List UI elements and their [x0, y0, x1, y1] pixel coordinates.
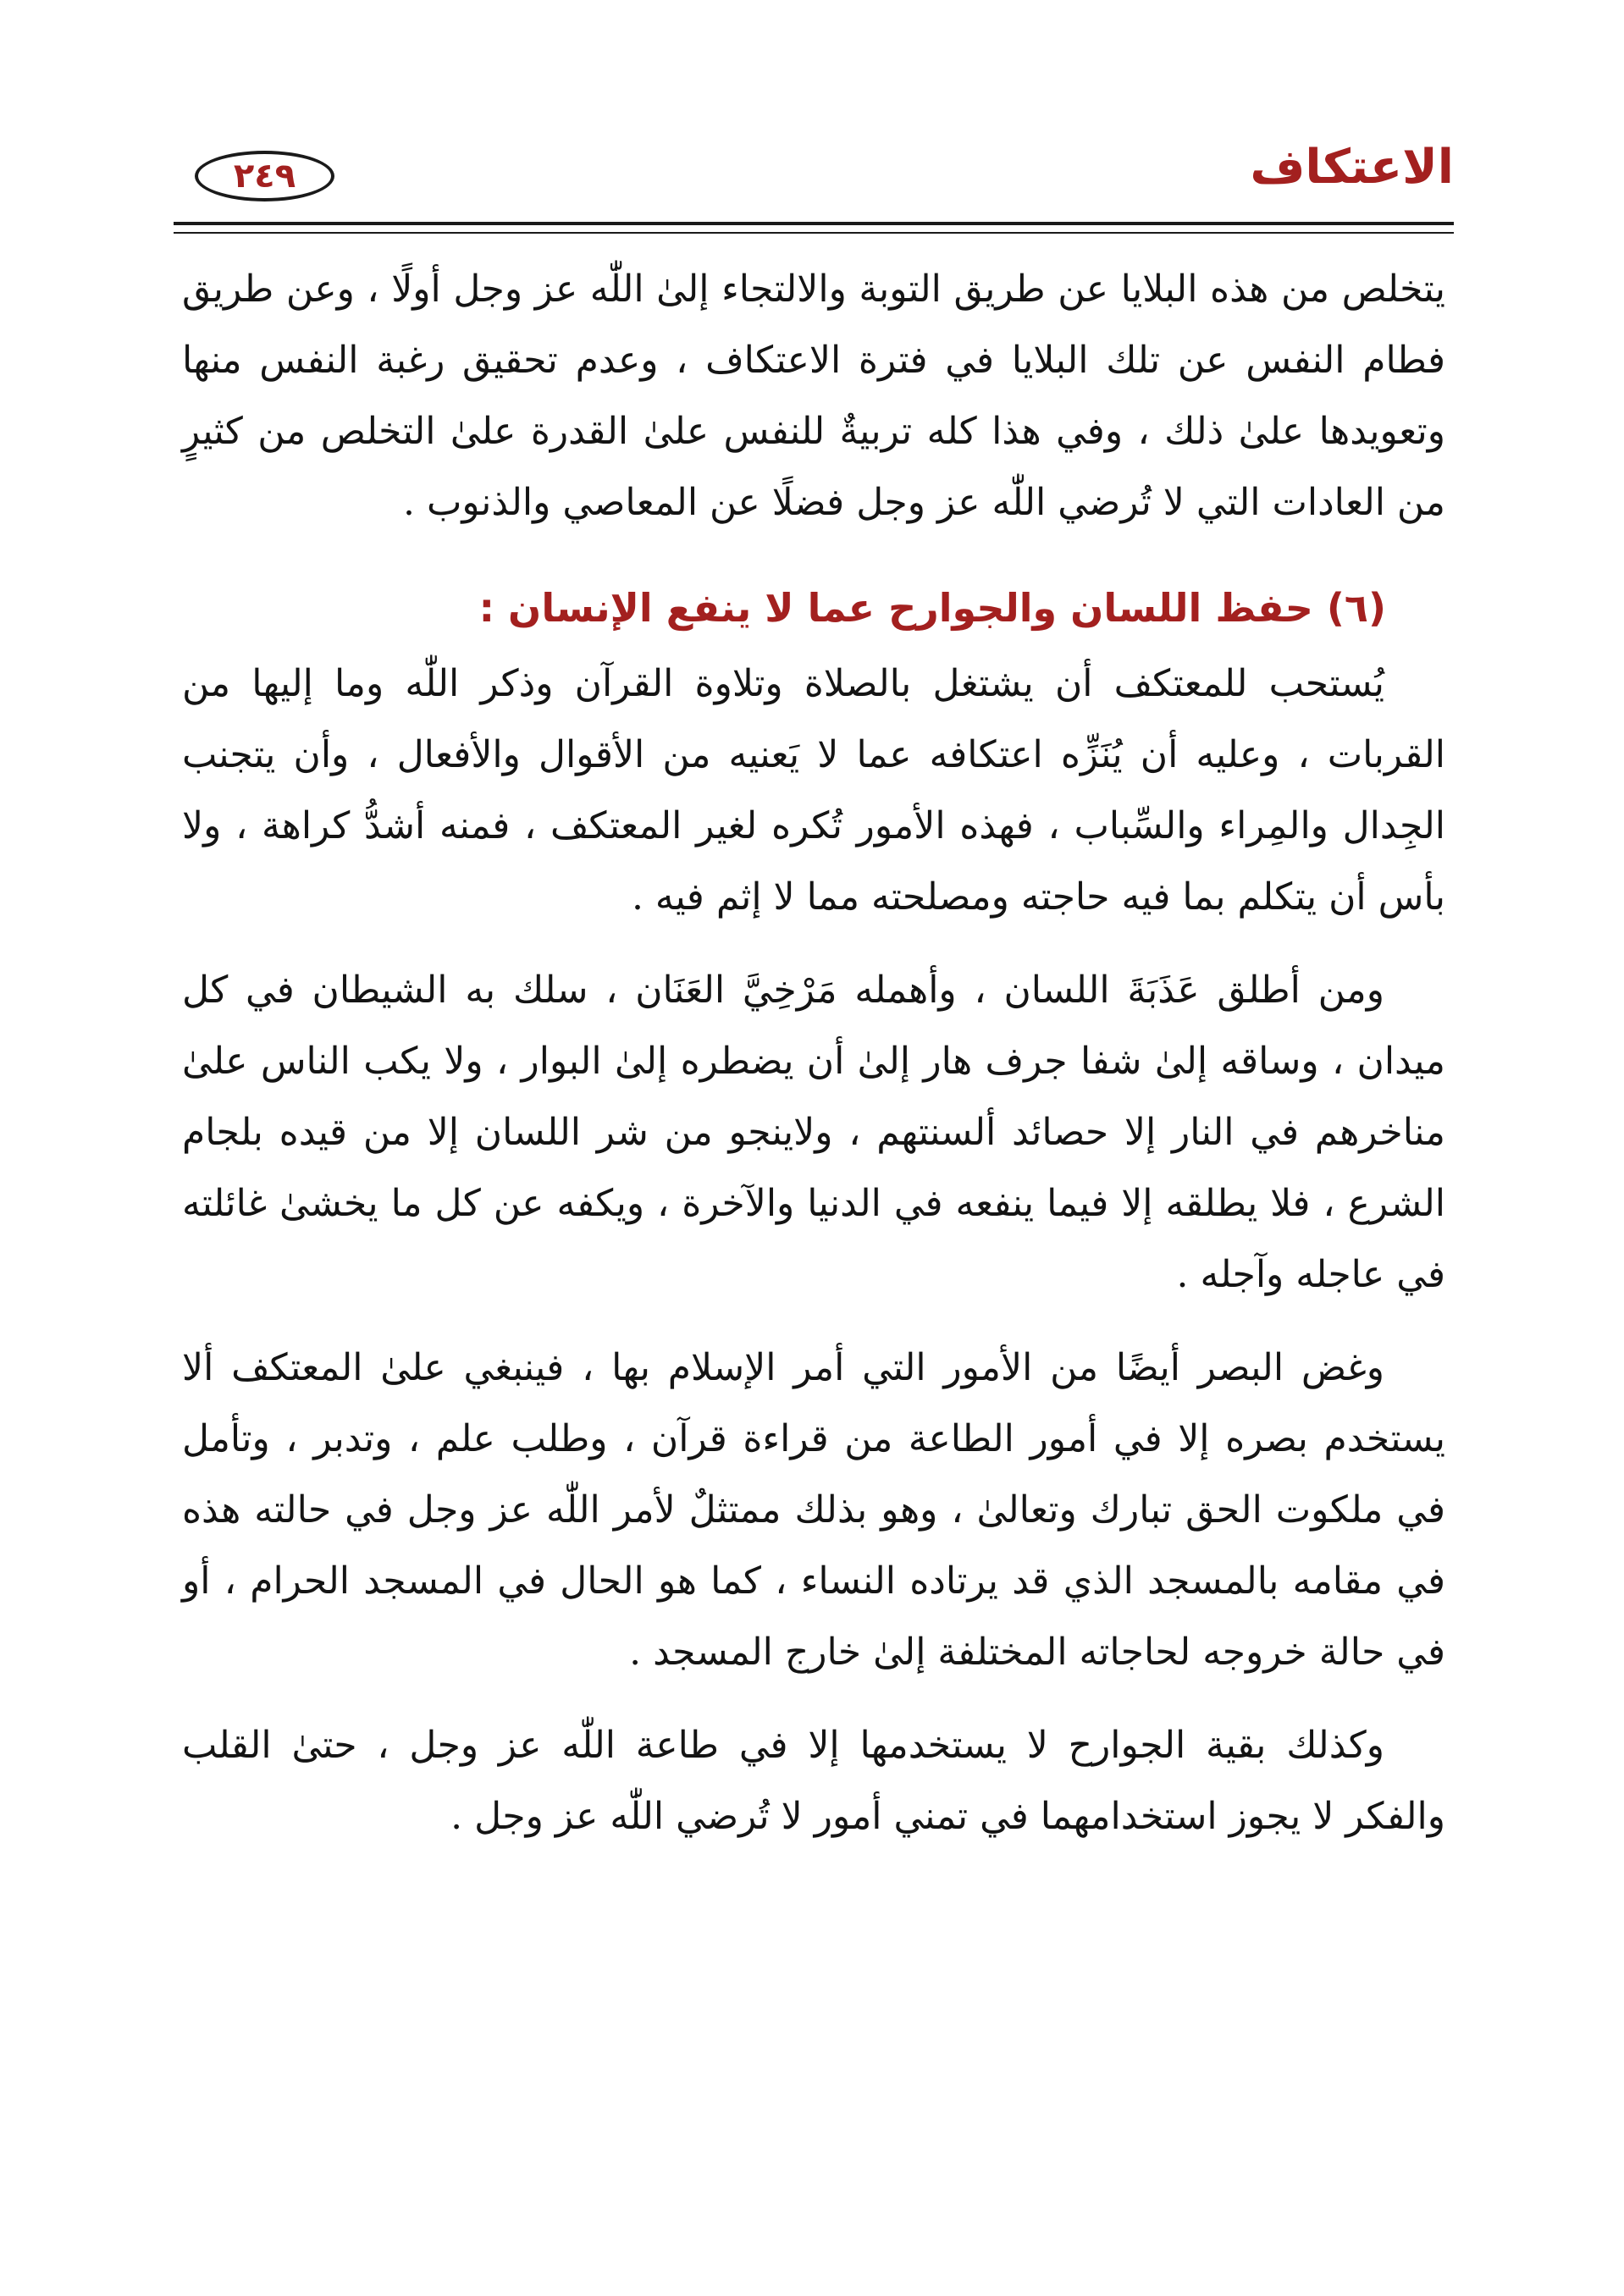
paragraph-1: يتخلص من هذه البلايا عن طريق التوبة والالتجاء إلىٰ اللّٰه عز وجل أولًا ، وعن طريق فطام النفس عن تلك البلايا في فترة الاعتكاف ، وعدم تحقيق رغبة النفس منها وتعويدها علىٰ ذلك ، وفي هذا كله تربيةٌ للنفس علىٰ القدرة علىٰ التخلص من كثيرٍ من العادات التي لا تُرضي اللّٰه عز وجل فضلًا عن المعاصي والذنوب .: [182, 268, 1445, 524]
paragraph-5: وكذلك بقية الجوارح لا يستخدمها إلا في طاعة اللّٰه عز وجل ، حتىٰ القلب والفكر لا يجوز استخدامهما في تمني أمور لا تُرضي اللّٰه عز وجل .: [182, 1724, 1445, 1838]
paragraph-2: يُستحب للمعتكف أن يشتغل بالصلاة وتلاوة القرآن وذكر اللّٰه وما إليها من القربات ، وعليه أن يُنَزِّه اعتكافه عما لا يَعنيه من الأقوال والأفعال ، وأن يتجنب الجِدال والمِراء والسِّباب ، فهذه الأمور تُكره لغير المعتكف ، فمنه أشدُّ كراهة ، ولا بأس أن يتكلم بما فيه حاجته ومصلحته مما لا إثم فيه .: [182, 662, 1445, 919]
paragraph-3: ومن أطلق عَذَبَةَ اللسان ، وأهمله مَرْخِيَّ العَنَان ، سلك به الشيطان في كل ميدان ، وساقه إلىٰ شفا جرف هار إلىٰ أن يضطره إلىٰ البوار ، ولا يكب الناس علىٰ مناخرهم في النار إلا حصائد ألسنتهم ، ولاينجو من شر اللسان إلا من قيده بلجام الشرع ، فلا يطلقه إلا فيما ينفعه في الدنيا والآخرة ، ويكفه عن كل ما يخشىٰ غائلته في عاجله وآجله .: [182, 969, 1445, 1296]
section-heading: (٦) حفظ اللسان والجوارح عما لا ينفع الإنسان :: [478, 585, 1386, 631]
chapter-title: الاعتكاف: [1250, 140, 1454, 195]
header-rule-thin: [174, 232, 1454, 234]
paragraph-4: وغض البصر أيضًا من الأمور التي أمر الإسلام بها ، فينبغي علىٰ المعتكف ألا يستخدم بصره إلا في أمور الطاعة من قراءة قرآن ، وطلب علم ، وتدبر ، وتأمل في ملكوت الحق تبارك وتعالىٰ ، وهو بذلك ممتثلٌ لأمر اللّٰه عز وجل في حالته هذه في مقامه بالمسجد الذي قد يرتاده النساء ، كما هو الحال في المسجد الحرام ، أو في حالة خروجه لحاجاته المختلفة إلىٰ خارج المسجد .: [182, 1346, 1445, 1674]
page-body: [182, 254, 1445, 1852]
page-header: [174, 127, 1454, 220]
header-rule-thick: [174, 222, 1454, 225]
page-number-badge: ٢٤٩: [195, 151, 334, 201]
